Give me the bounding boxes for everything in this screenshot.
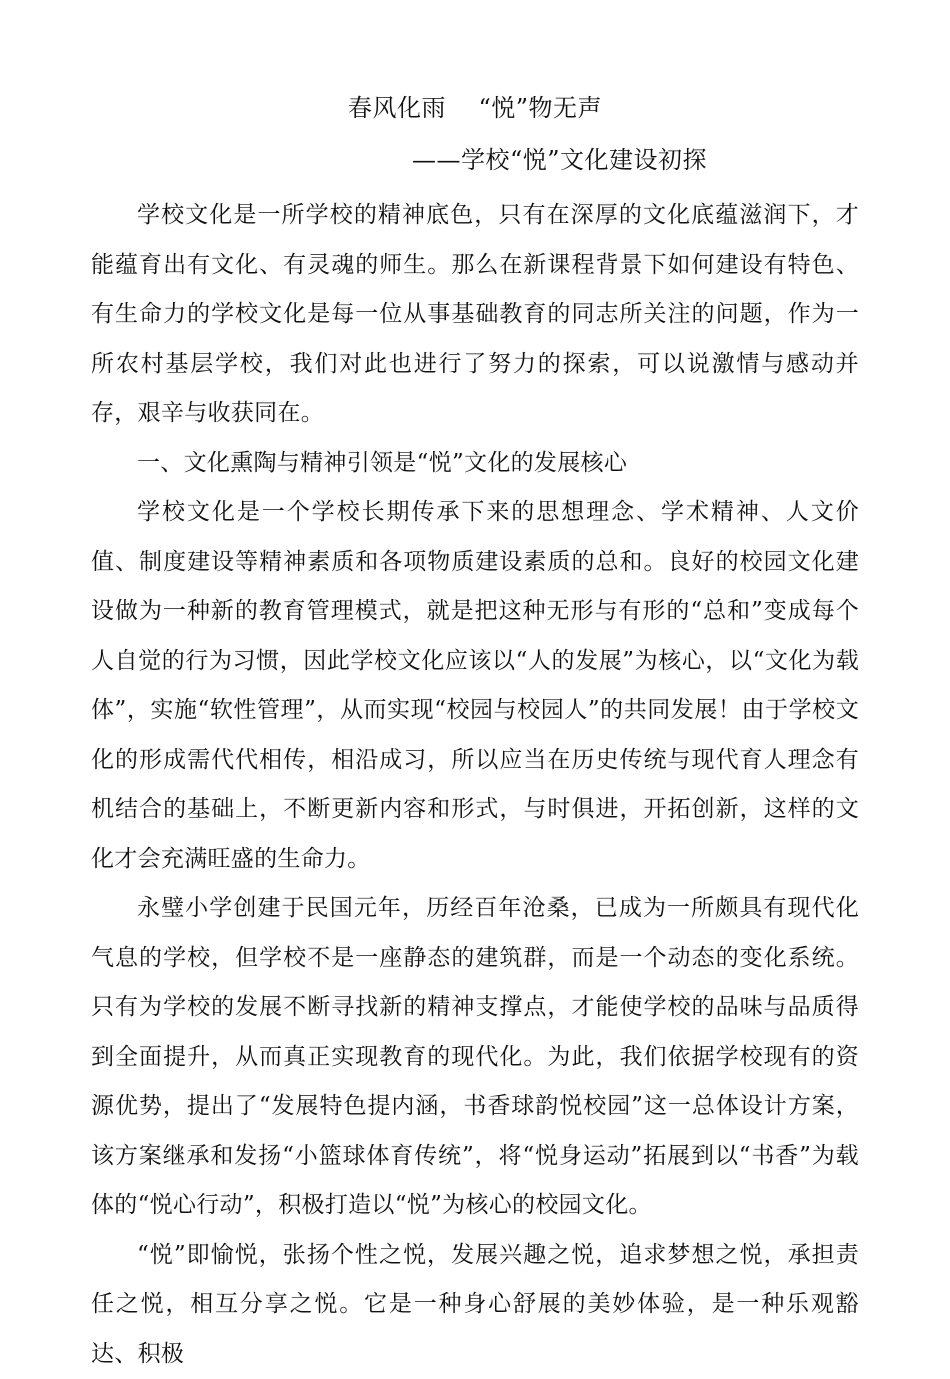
- paragraph-intro: 学校文化是一所学校的精神底色，只有在深厚的文化底蕴滋润下，才能蕴育出有文化、有灵魂的师生。那么在新课程背景下如何建设有特色、有生命力的学校文化是每一位从事基础教育的同志所关注的问题，作为一所农村基层学校，我们对此也进行了努力的探索，可以说激情与感动并存，艰辛与收获同在。: [91, 191, 859, 439]
- paragraph-yue-definition: “悦”即愉悦，张扬个性之悦，发展兴趣之悦，追求梦想之悦，承担责任之悦，相互分享之悦。它是一种身心舒展的美妙体验，是一种乐观豁达、积极: [91, 1231, 859, 1379]
- document-body: [91, 191, 859, 1379]
- document-subtitle: ——学校“悦”文化建设初探: [412, 140, 707, 180]
- section-heading-1: 一、文化熏陶与精神引领是“悦”文化的发展核心: [91, 439, 859, 489]
- document-title: 春风化雨 “悦”物无声: [0, 88, 950, 128]
- paragraph-school-culture: 学校文化是一个学校长期传承下来的思想理念、学术精神、人文价值、制度建设等精神素质和各项物质建设素质的总和。良好的校园文化建设做为一种新的教育管理模式，就是把这种无形与有形的“总和”变成每个人自觉的行为习惯，因此学校文化应该以“人的发展”为核心，以“文化为载体”，实施“软性管理”，从而实现“校园与校园人”的共同发展！由于学校文化的形成需代代相传，相沿成习，所以应当在历史传统与现代育人理念有机结合的基础上，不断更新内容和形式，与时俱进，开拓创新，这样的文化才会充满旺盛的生命力。: [91, 488, 859, 884]
- paragraph-yongbi-school: 永璧小学创建于民国元年，历经百年沧桑，已成为一所颇具有现代化气息的学校，但学校不是一座静态的建筑群，而是一个动态的变化系统。只有为学校的发展不断寻找新的精神支撑点，才能使学校的品味与品质得到全面提升，从而真正实现教育的现代化。为此，我们依据学校现有的资源优势，提出了“发展特色提内涵，书香球韵悦校园”这一总体设计方案，该方案继承和发扬“小篮球体育传统”，将“悦身运动”拓展到以“书香”为载体的“悦心行动”，积极打造以“悦”为核心的校园文化。: [91, 884, 859, 1231]
